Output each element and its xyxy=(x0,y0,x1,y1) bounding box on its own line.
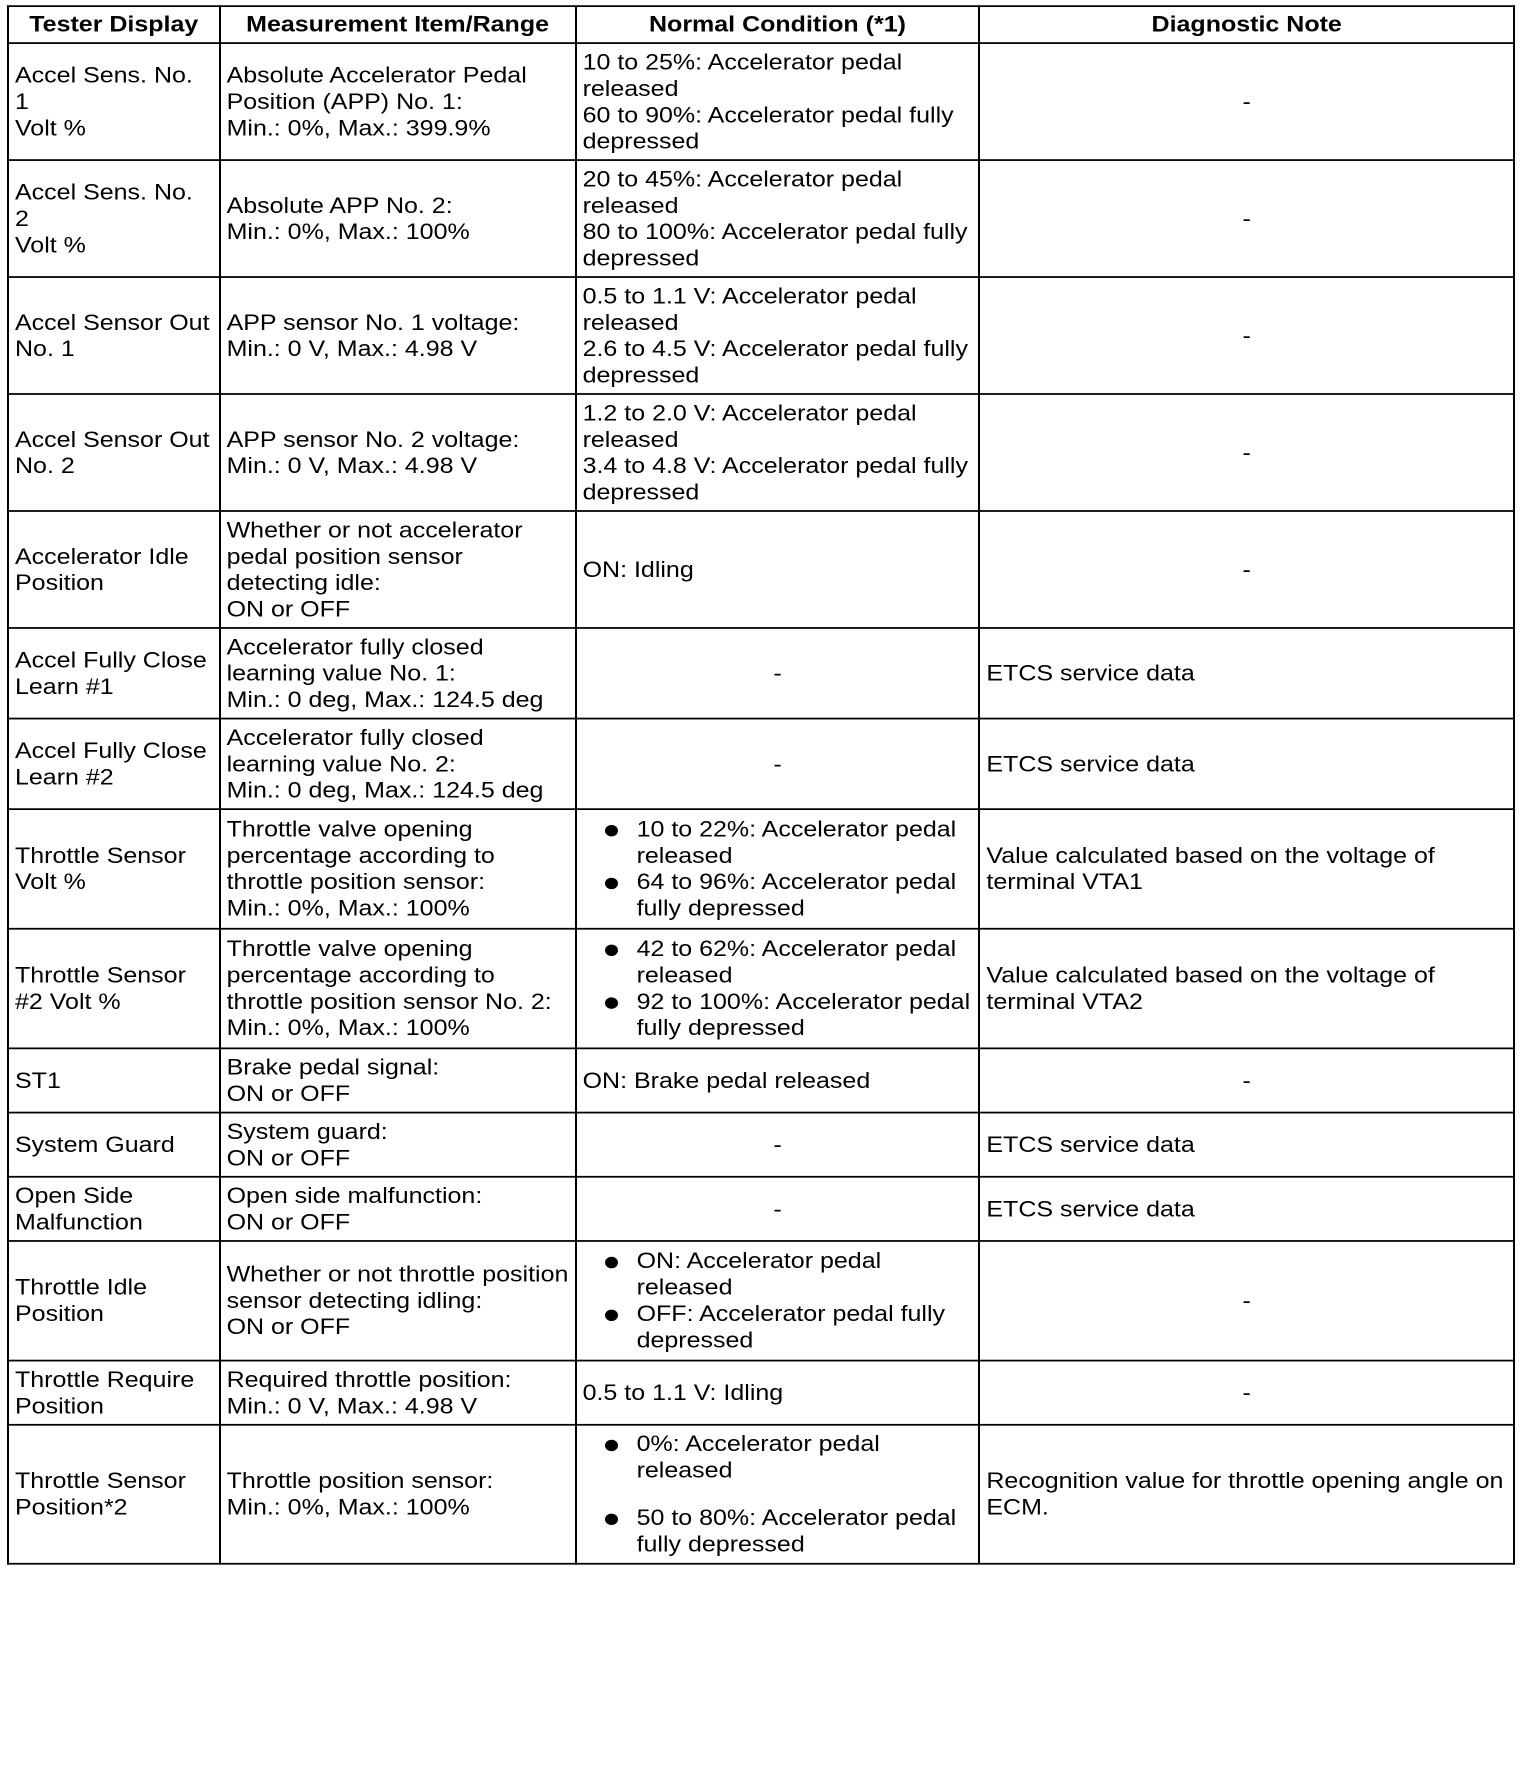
measurement-text: learning value No. 2: xyxy=(226,751,456,777)
cell-measurement-item xyxy=(220,511,576,628)
condition-text: fully depressed xyxy=(636,1015,805,1041)
measurement-text: pedal position sensor xyxy=(226,543,463,569)
condition-text: 50 to 80%: Accelerator pedal xyxy=(636,1505,957,1531)
cell-normal-condition xyxy=(576,394,980,511)
condition-bullet-item xyxy=(605,1301,973,1354)
table-row xyxy=(8,929,1514,1049)
tester-display-text: Open Side xyxy=(15,1183,134,1208)
condition-text: 64 to 96%: Accelerator pedal xyxy=(636,869,957,895)
cell-measurement-item xyxy=(220,1241,576,1361)
cell-normal-condition: - xyxy=(576,1177,980,1241)
condition-text: released xyxy=(636,1458,733,1483)
cell-measurement-item xyxy=(220,1177,576,1241)
condition-text: 10 to 25%: Accelerator pedal xyxy=(582,49,903,75)
condition-text: released xyxy=(582,193,679,218)
condition-bullet-list xyxy=(583,1431,973,1558)
cell-normal-condition xyxy=(576,160,980,277)
measurement-text: ON or OFF xyxy=(226,1209,351,1235)
condition-text: 92 to 100%: Accelerator pedal xyxy=(636,989,971,1015)
cell-measurement-item xyxy=(220,1113,576,1177)
cell-measurement-item xyxy=(220,929,576,1049)
cell-measurement-item xyxy=(220,43,576,160)
condition-text: depressed xyxy=(582,479,700,505)
measurement-text: Absolute Accelerator Pedal xyxy=(226,62,527,88)
measurement-text: Throttle valve opening xyxy=(226,817,473,842)
cell-tester-display xyxy=(8,809,220,929)
cell-diagnostic-note xyxy=(979,929,1514,1049)
cell-measurement-item xyxy=(220,1361,576,1425)
tester-display-text: Accel Sensor Out xyxy=(15,310,210,335)
cell-diagnostic-note: - xyxy=(979,160,1514,277)
tester-display-text: No. 2 xyxy=(15,453,75,479)
measurement-text: ON or OFF xyxy=(226,1314,351,1340)
cell-measurement-item xyxy=(220,628,576,719)
cell-tester-display xyxy=(8,1425,220,1564)
tester-display-text: #2 Volt % xyxy=(15,989,121,1015)
cell-measurement-item xyxy=(220,719,576,810)
cell-diagnostic-note: - xyxy=(979,1048,1514,1112)
cell-diagnostic-note: ETCS service data xyxy=(979,628,1514,719)
condition-bullet-item xyxy=(605,936,973,989)
measurement-text: APP sensor No. 1 voltage: xyxy=(226,310,520,335)
cell-normal-condition xyxy=(576,1361,980,1425)
cell-normal-condition xyxy=(576,809,980,929)
cell-diagnostic-note: - xyxy=(979,394,1514,511)
data-list-table xyxy=(7,5,1515,1564)
tester-display-text: Volt % xyxy=(15,115,86,141)
cell-measurement-item xyxy=(220,277,576,394)
cell-tester-display xyxy=(8,160,220,277)
measurement-text: ON or OFF xyxy=(226,1145,351,1171)
header-diagnostic-note: Diagnostic Note xyxy=(979,6,1514,43)
tester-display-text: Position xyxy=(15,1301,104,1327)
cell-tester-display xyxy=(8,1113,220,1177)
measurement-text: sensor detecting idling: xyxy=(226,1288,483,1314)
cell-tester-display xyxy=(8,394,220,511)
table-row xyxy=(8,277,1514,394)
condition-text: fully depressed xyxy=(636,1532,805,1557)
tester-display-text: Throttle Require xyxy=(15,1367,195,1392)
cell-diagnostic-note xyxy=(979,809,1514,929)
diagnostic-note-text: terminal VTA1 xyxy=(986,869,1143,895)
condition-bullet-list xyxy=(583,816,973,922)
condition-text: ON: Accelerator pedal xyxy=(636,1248,882,1274)
cell-tester-display xyxy=(8,1177,220,1241)
measurement-text: Brake pedal signal: xyxy=(226,1054,440,1080)
tester-display-text: Throttle Idle xyxy=(15,1275,148,1300)
table-row xyxy=(8,160,1514,277)
tester-display-text: Accelerator Idle xyxy=(15,543,189,569)
measurement-text: Accelerator fully closed xyxy=(226,634,484,660)
tester-display-text: Accel Sensor Out xyxy=(15,426,210,452)
table-row xyxy=(8,394,1514,511)
cell-tester-display xyxy=(8,511,220,628)
cell-tester-display xyxy=(8,1048,220,1112)
cell-diagnostic-note: - xyxy=(979,43,1514,160)
cell-measurement-item xyxy=(220,1048,576,1112)
condition-text: fully depressed xyxy=(636,896,805,921)
cell-normal-condition xyxy=(576,1425,980,1564)
measurement-text: Min.: 0%, Max.: 100% xyxy=(226,896,470,921)
tester-display-text: ST1 xyxy=(15,1068,61,1093)
header-normal-condition: Normal Condition (*1) xyxy=(576,6,980,43)
condition-bullet-item xyxy=(605,1505,973,1558)
tester-display-text: Throttle Sensor xyxy=(15,1468,186,1494)
cell-normal-condition: - xyxy=(576,1113,980,1177)
tester-display-text: Learn #2 xyxy=(15,764,114,790)
table-row xyxy=(8,511,1514,628)
cell-tester-display xyxy=(8,1361,220,1425)
condition-text: released xyxy=(636,963,733,988)
table-row xyxy=(8,1048,1514,1112)
condition-bullet-item xyxy=(605,989,973,1042)
cell-diagnostic-note: - xyxy=(979,1241,1514,1361)
measurement-text: learning value No. 1: xyxy=(226,660,456,686)
measurement-text: Required throttle position: xyxy=(226,1367,512,1392)
measurement-text: Whether or not throttle position xyxy=(226,1262,569,1287)
measurement-text: percentage according to xyxy=(226,843,495,869)
cell-measurement-item xyxy=(220,160,576,277)
tester-display-text: Volt % xyxy=(15,232,86,258)
tester-display-text: Accel Fully Close xyxy=(15,738,207,763)
cell-normal-condition xyxy=(576,1241,980,1361)
cell-diagnostic-note: - xyxy=(979,511,1514,628)
diagnostic-note-text: terminal VTA2 xyxy=(986,989,1143,1015)
table-row xyxy=(8,1113,1514,1177)
condition-bullet-item xyxy=(605,869,973,922)
cell-diagnostic-note: - xyxy=(979,277,1514,394)
tester-display-text: Position xyxy=(15,1393,104,1419)
measurement-text: Throttle position sensor: xyxy=(226,1468,494,1494)
cell-measurement-item xyxy=(220,1425,576,1564)
condition-text: ON: Idling xyxy=(582,557,694,582)
condition-bullet-list xyxy=(583,1248,973,1354)
condition-text: depressed xyxy=(636,1328,754,1353)
measurement-text: ON or OFF xyxy=(226,1081,351,1106)
measurement-text: Min.: 0%, Max.: 399.9% xyxy=(226,115,491,141)
condition-text: released xyxy=(582,426,679,452)
tester-display-text: Learn #1 xyxy=(15,674,114,699)
cell-diagnostic-note: ETCS service data xyxy=(979,1177,1514,1241)
cell-normal-condition xyxy=(576,929,980,1049)
measurement-text: percentage according to xyxy=(226,963,495,988)
cell-normal-condition xyxy=(576,1048,980,1112)
cell-normal-condition: - xyxy=(576,719,980,810)
table-header-row xyxy=(8,6,1514,43)
cell-normal-condition xyxy=(576,43,980,160)
cell-diagnostic-note: ETCS service data xyxy=(979,719,1514,810)
measurement-text: APP sensor No. 2 voltage: xyxy=(226,426,520,452)
cell-measurement-item xyxy=(220,394,576,511)
tester-display-text: Accel Sens. No. 1 xyxy=(15,62,193,114)
condition-text: ON: Brake pedal released xyxy=(582,1068,871,1093)
cell-tester-display xyxy=(8,628,220,719)
condition-text: 0%: Accelerator pedal xyxy=(636,1431,880,1457)
condition-bullet-item xyxy=(605,1431,973,1484)
measurement-text: Min.: 0 V, Max.: 4.98 V xyxy=(226,1393,478,1419)
condition-text: 60 to 90%: Accelerator pedal fully xyxy=(582,102,954,128)
condition-text: released xyxy=(582,76,679,101)
header-measurement-item: Measurement Item/Range xyxy=(220,6,576,43)
cell-tester-display xyxy=(8,43,220,160)
table-row xyxy=(8,1425,1514,1564)
measurement-text: Min.: 0 deg, Max.: 124.5 deg xyxy=(226,687,544,712)
table-row xyxy=(8,1241,1514,1361)
measurement-text: detecting idle: xyxy=(226,570,381,595)
condition-text: 10 to 22%: Accelerator pedal xyxy=(636,817,957,842)
tester-display-text: Position xyxy=(15,570,104,595)
condition-text: 42 to 62%: Accelerator pedal xyxy=(636,936,957,962)
condition-text: 80 to 100%: Accelerator pedal fully xyxy=(582,219,968,245)
table-row xyxy=(8,1177,1514,1241)
measurement-text: System guard: xyxy=(226,1119,388,1144)
condition-text: 1.2 to 2.0 V: Accelerator pedal xyxy=(582,400,917,426)
condition-text: 0.5 to 1.1 V: Idling xyxy=(582,1380,784,1406)
cell-diagnostic-note: ETCS service data xyxy=(979,1113,1514,1177)
table-row xyxy=(8,43,1514,160)
condition-text: 2.6 to 4.5 V: Accelerator pedal fully xyxy=(582,336,968,362)
measurement-text: Min.: 0 V, Max.: 4.98 V xyxy=(226,336,478,362)
condition-bullet-item xyxy=(605,1248,973,1301)
tester-display-text: Accel Fully Close xyxy=(15,647,207,673)
header-tester-display: Tester Display xyxy=(8,6,220,43)
measurement-text: Min.: 0 deg, Max.: 124.5 deg xyxy=(226,777,544,803)
cell-normal-condition: - xyxy=(576,628,980,719)
cell-measurement-item xyxy=(220,809,576,929)
measurement-text: Position (APP) No. 1: xyxy=(226,89,463,114)
tester-display-text: Throttle Sensor xyxy=(15,843,186,869)
condition-text: released xyxy=(636,843,733,869)
measurement-text: Min.: 0%, Max.: 100% xyxy=(226,1495,470,1520)
condition-text: OFF: Accelerator pedal fully xyxy=(636,1301,946,1327)
cell-tester-display xyxy=(8,1241,220,1361)
measurement-text: Open side malfunction: xyxy=(226,1183,483,1208)
cell-tester-display xyxy=(8,719,220,810)
table-row xyxy=(8,719,1514,810)
condition-bullet-list xyxy=(583,936,973,1042)
measurement-text: Min.: 0 V, Max.: 4.98 V xyxy=(226,453,478,479)
diagnostic-note-text: Recognition value for throttle opening angle on xyxy=(986,1468,1504,1494)
tester-display-text: Position*2 xyxy=(15,1495,128,1520)
condition-text: depressed xyxy=(582,245,700,271)
condition-text: released xyxy=(582,310,679,335)
measurement-text: throttle position sensor: xyxy=(226,869,486,895)
tester-display-text: Malfunction xyxy=(15,1209,143,1235)
cell-normal-condition xyxy=(576,511,980,628)
condition-text: 20 to 45%: Accelerator pedal xyxy=(582,166,903,192)
measurement-text: ON or OFF xyxy=(226,596,351,622)
cell-tester-display xyxy=(8,277,220,394)
measurement-text: Min.: 0%, Max.: 100% xyxy=(226,219,470,245)
measurement-text: Accelerator fully closed xyxy=(226,725,484,750)
tester-display-text: No. 1 xyxy=(15,336,75,362)
tester-display-text: Throttle Sensor xyxy=(15,963,186,988)
table-row xyxy=(8,1361,1514,1425)
cell-diagnostic-note xyxy=(979,1425,1514,1564)
cell-tester-display xyxy=(8,929,220,1049)
condition-text: depressed xyxy=(582,128,700,154)
tester-display-text: Volt % xyxy=(15,869,86,895)
diagnostic-note-text: Value calculated based on the voltage of xyxy=(986,963,1435,988)
measurement-text: throttle position sensor No. 2: xyxy=(226,989,552,1015)
measurement-text: Throttle valve opening xyxy=(226,936,473,962)
diagnostic-note-text: ECM. xyxy=(986,1495,1049,1520)
table-row xyxy=(8,628,1514,719)
measurement-text: Whether or not accelerator xyxy=(226,517,523,543)
tester-display-text: System Guard xyxy=(15,1132,175,1157)
diagnostic-note-text: Value calculated based on the voltage of xyxy=(986,843,1435,869)
cell-normal-condition xyxy=(576,277,980,394)
condition-text: released xyxy=(636,1275,733,1300)
condition-text: depressed xyxy=(582,362,700,388)
measurement-text: Min.: 0%, Max.: 100% xyxy=(226,1015,470,1041)
condition-text: 3.4 to 4.8 V: Accelerator pedal fully xyxy=(582,453,968,479)
table-row xyxy=(8,809,1514,929)
tester-display-text: Accel Sens. No. 2 xyxy=(15,179,193,231)
measurement-text: Absolute APP No. 2: xyxy=(226,193,453,218)
cell-diagnostic-note: - xyxy=(979,1361,1514,1425)
condition-bullet-item xyxy=(605,816,973,869)
condition-text: 0.5 to 1.1 V: Accelerator pedal xyxy=(582,283,917,309)
